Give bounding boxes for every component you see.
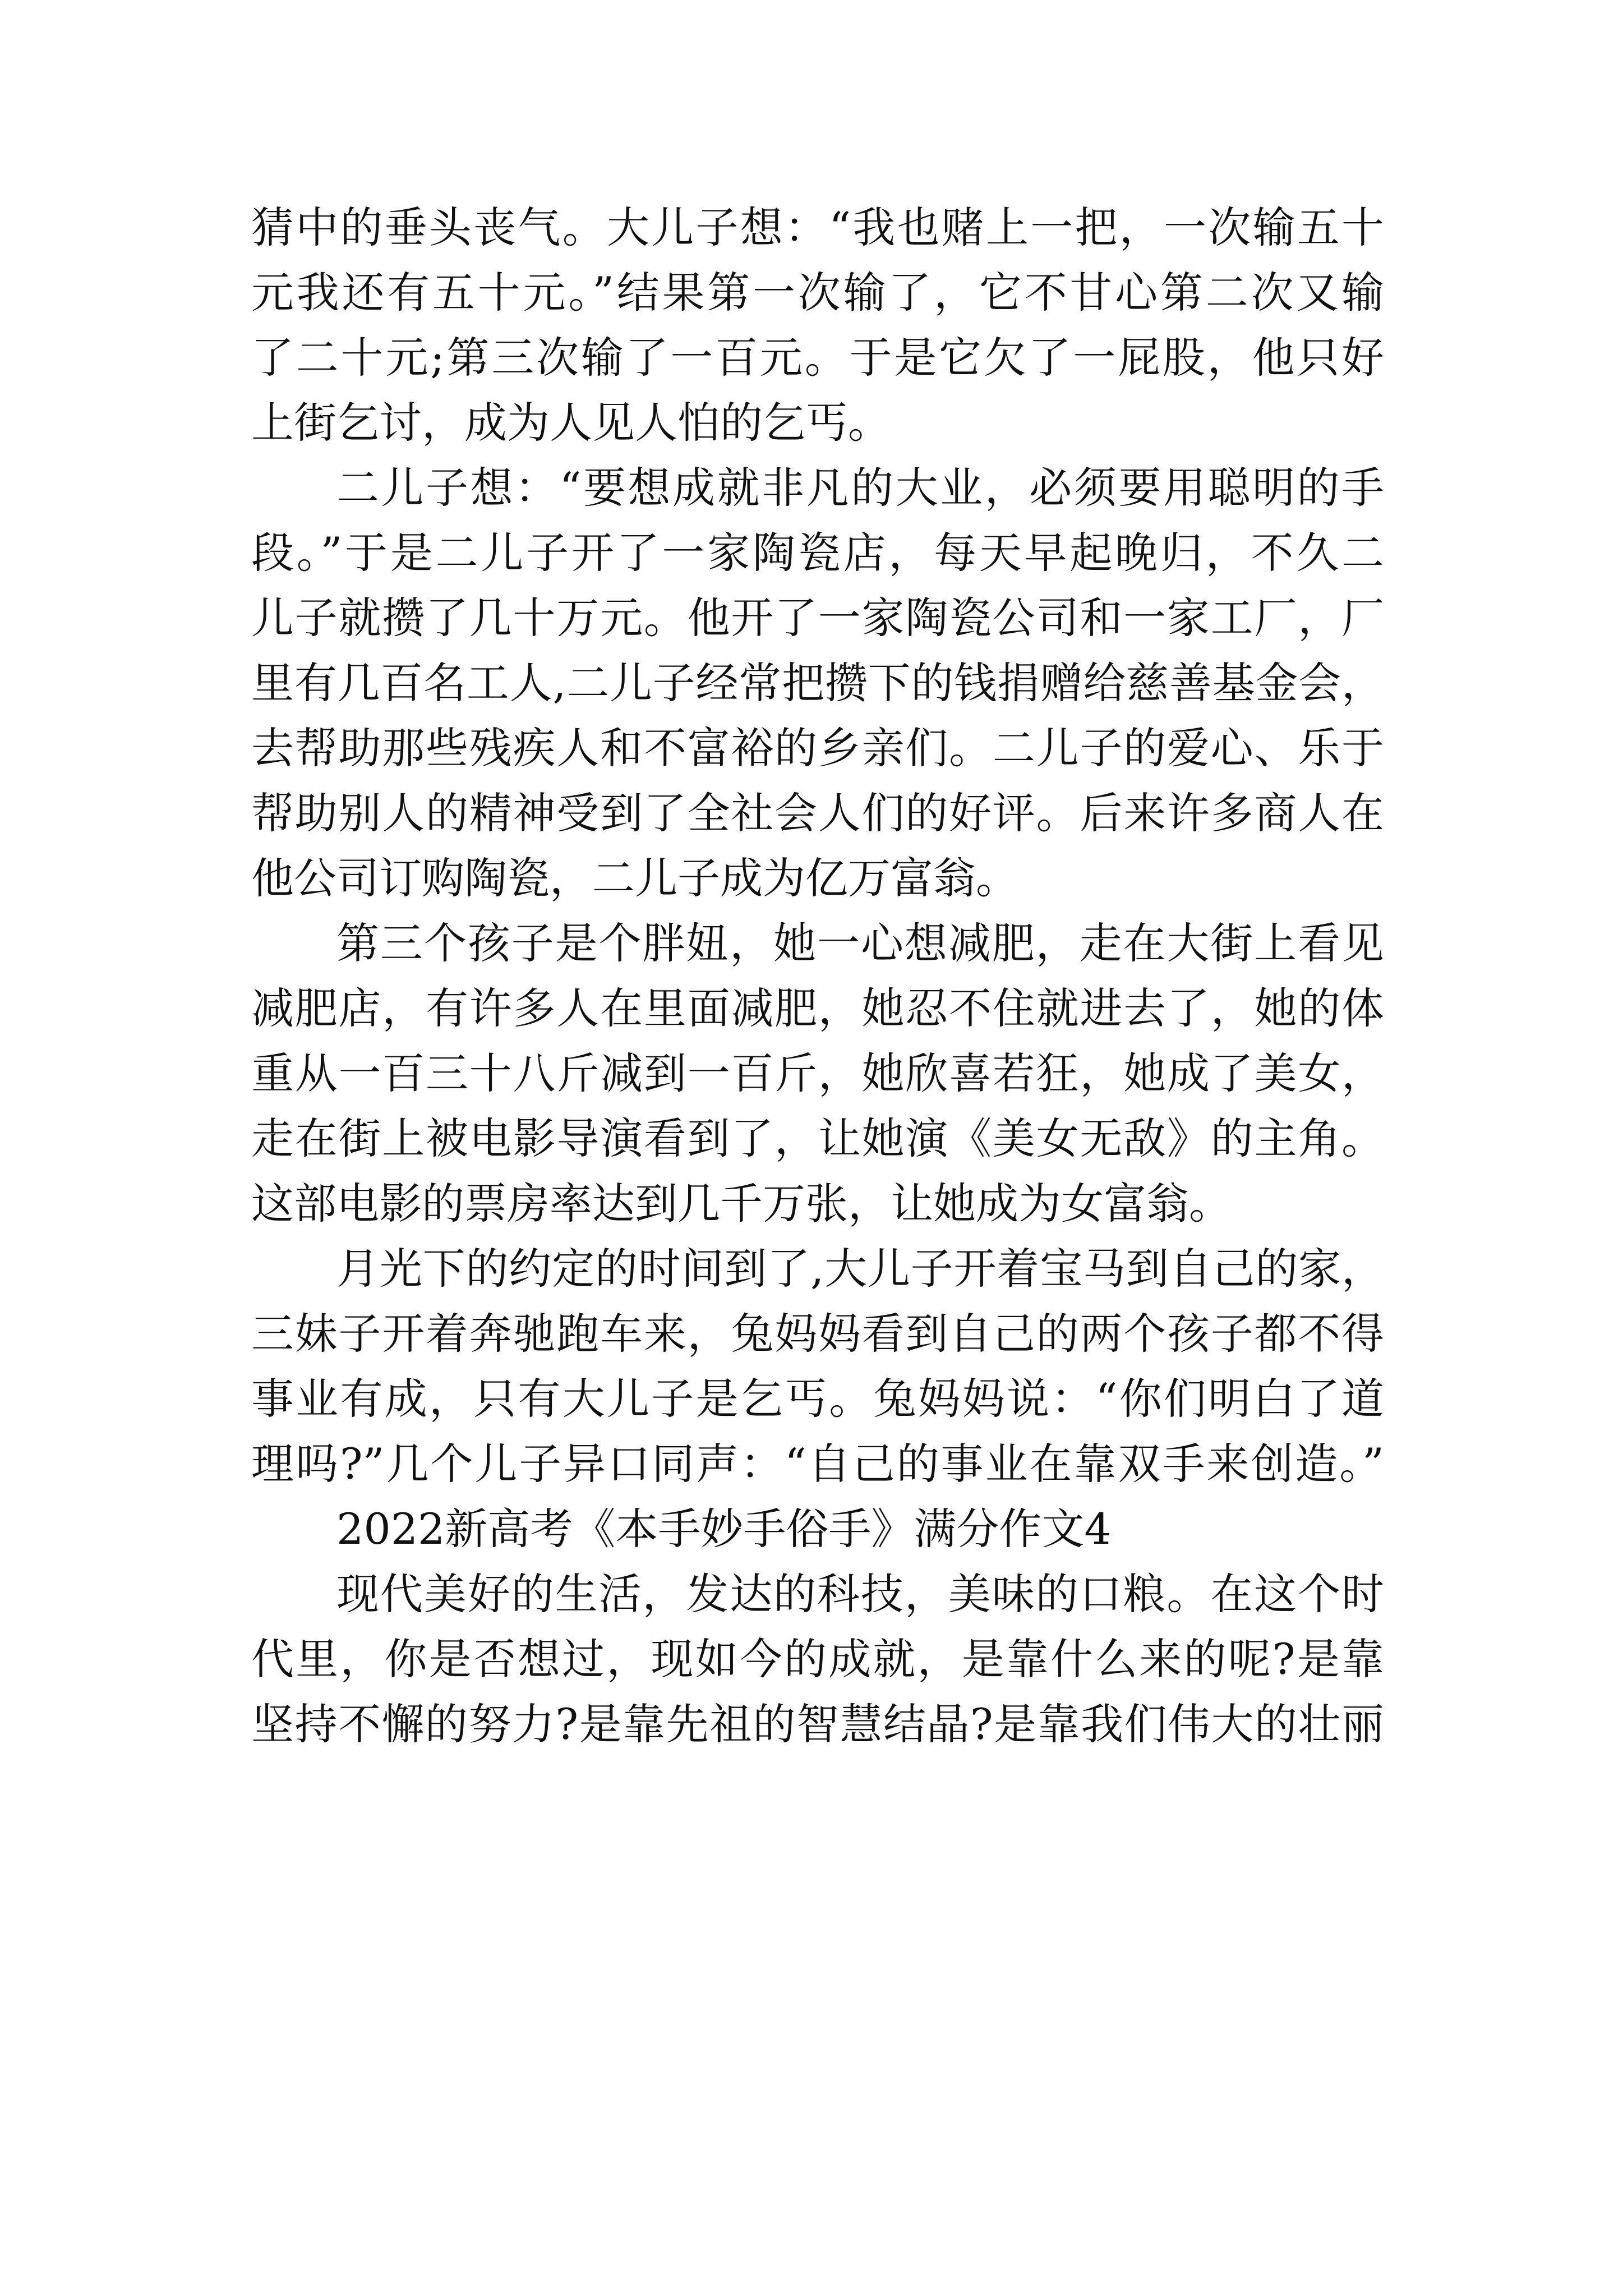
- essay-body: [251, 195, 1384, 1757]
- text-line: 帮助别人的精神受到了全社会人们的好评。后来许多商人在: [251, 788, 1384, 838]
- text-line: 上街乞讨，成为人见人怕的乞丐。: [251, 398, 891, 448]
- text-line: 代里，你是否想过，现如今的成就，是靠什么来的呢?是靠: [251, 1634, 1384, 1684]
- paragraph-first-line: 现代美好的生活，发达的科技，美味的口粮。在这个时: [336, 1569, 1384, 1619]
- text-line: 元我还有五十元。”结果第一次输了，它不甘心第二次又输: [251, 268, 1384, 318]
- text-line: 去帮助那些残疾人和不富裕的乡亲们。二儿子的爱心、乐于: [251, 723, 1384, 773]
- essay-heading: 2022新高考《本手妙手俗手》满分作文4: [336, 1504, 1112, 1554]
- text-line: 事业有成，只有大儿子是乞丐。兔妈妈说：“你们明白了道: [251, 1374, 1384, 1424]
- text-line: 减肥店，有许多人在里面减肥，她忍不住就进去了，她的体: [251, 983, 1384, 1033]
- text-line: 里有几百名工人,二儿子经常把攒下的钱捐赠给慈善基金会，: [251, 658, 1384, 708]
- text-line: 了二十元;第三次输了一百元。于是它欠了一屁股，他只好: [251, 333, 1384, 383]
- paragraph-first-line: 二儿子想：“要想成就非凡的大业，必须要用聪明的手: [336, 463, 1384, 513]
- text-line: 理吗?”几个儿子异口同声：“自己的事业在靠双手来创造。”: [251, 1439, 1384, 1489]
- text-line: 猜中的垂头丧气。大儿子想：“我也赌上一把，一次输五十: [251, 203, 1384, 252]
- text-line: 儿子就攒了几十万元。他开了一家陶瓷公司和一家工厂，厂: [251, 593, 1384, 643]
- text-line: 他公司订购陶瓷，二儿子成为亿万富翁。: [251, 853, 1018, 903]
- paragraph-first-line: 月光下的约定的时间到了,大儿子开着宝马到自己的家，: [336, 1244, 1384, 1294]
- text-line: 坚持不懈的努力?是靠先祖的智慧结晶?是靠我们伟大的壮丽: [251, 1699, 1384, 1749]
- text-line: 走在街上被电影导演看到了，让她演《美女无敌》的主角。: [251, 1114, 1384, 1163]
- text-line: 重从一百三十八斤减到一百斤，她欣喜若狂，她成了美女，: [251, 1048, 1384, 1098]
- paragraph-first-line: 第三个孩子是个胖妞，她一心想减肥，走在大街上看见: [336, 918, 1384, 968]
- text-line: 段。”于是二儿子开了一家陶瓷店，每天早起晚归，不久二: [251, 528, 1384, 578]
- text-line: 这部电影的票房率达到几千万张，让她成为女富翁。: [251, 1179, 1232, 1228]
- text-line: 三妹子开着奔驰跑车来，兔妈妈看到自己的两个孩子都不得: [251, 1309, 1384, 1359]
